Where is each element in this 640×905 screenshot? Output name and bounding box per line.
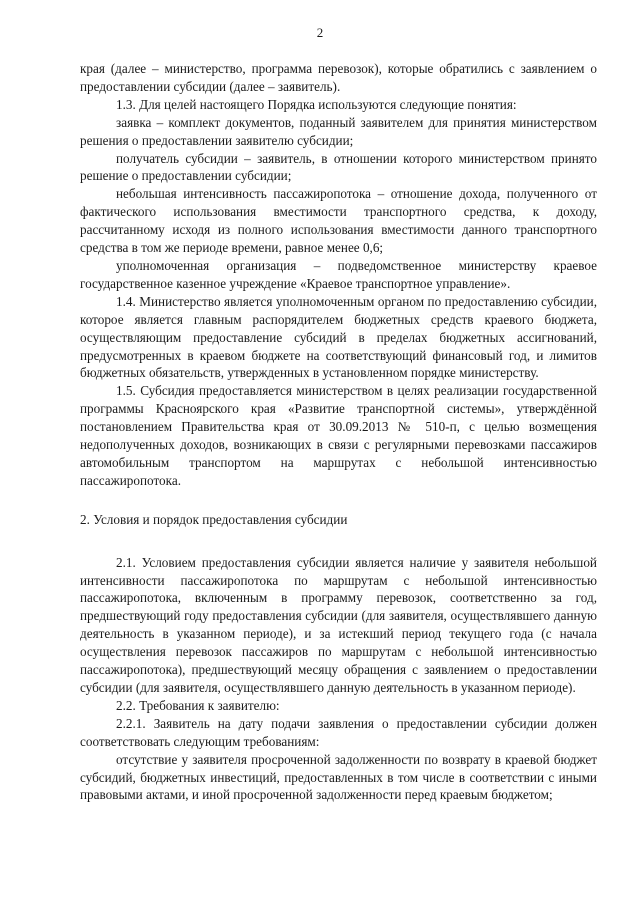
requirement-no-debt: отсутствие у заявителя просроченной задолженности по возврату в краевой бюджет субсидий, бюджетных инвестиций, предоставленных в том числе в соответствии с иными правовыми актами, и иной просроченной задолженности перед краевым бюджетом;	[80, 751, 597, 803]
definition-authorized-organization: уполномоченная организация – подведомственное министерству краевое государственное казенное учреждение «Краевое транспортное управление».	[80, 257, 597, 291]
definition-recipient: получатель субсидии – заявитель, в отношении которого министерством принято решение о предоставлении субсидии;	[80, 150, 597, 184]
paragraph-2-1: 2.1. Условием предоставления субсидии является наличие у заявителя небольшой интенсивности пассажиропотока по маршрутам с небольшой интенсивностью пассажиропотока, включенным в программу перевозок, соответственно за год, предшествующий году предоставления субсидии (для заявителя, осуществлявшего данную деятельность в указанном периоде), и за истекший период текущего года (с начала осуществления перевозок пассажиров по маршрутам с небольшой интенсивностью пассажиропотока), предшествующий месяцу обращения с заявлением о предоставлении субсидии (для заявителя, осуществлявшего данную деятельность в указанном периоде).	[80, 554, 597, 695]
paragraph-1-4: 1.4. Министерство является уполномоченным органом по предоставлению субсидии, которое является главным распорядителем бюджетных средств краевого бюджета, осуществляющим предоставление субсидий в пределах бюджетных ассигнований, предусмотренных в краевом бюджете на соответствующий финансовый год, и лимитов бюджетных обязательств, утвержденных в установленном порядке министерству.	[80, 293, 597, 381]
document-body	[80, 60, 597, 804]
paragraph-2-2-1: 2.2.1. Заявитель на дату подачи заявления о предоставлении субсидии должен соответствовать следующим требованиям:	[80, 715, 597, 749]
page-number: 2	[316, 25, 324, 40]
paragraph-1-5: 1.5. Субсидия предоставляется министерством в целях реализации государственной программы Красноярского края «Развитие транспортной системы», утверждённой постановлением Правительства края от 30.09.2013 № 510-п, с целью возмещения недополученных доходов, возникающих в связи с регулярными перевозками пассажиров автомобильным транспортом на маршрутах с небольшой интенсивностью пассажиропотока.	[80, 383, 597, 488]
paragraph-1-3: 1.3. Для целей настоящего Порядка используются следующие понятия:	[116, 96, 517, 112]
paragraph-continuation: края (далее – министерство, программа перевозок), которые обратились с заявлением о предоставлении субсидии (далее – заявитель).	[80, 61, 597, 94]
section-heading: 2. Условия и порядок предоставления субсидии	[80, 511, 348, 527]
definition-low-intensity: небольшая интенсивность пассажиропотока – отношение дохода, полученного от фактического использования вместимости транспортного средства, к доходу, рассчитанному исходя из полного использования вместимости данного транспортного средства в том же периоде времени, равное менее 0,6;	[80, 186, 597, 256]
definition-application: заявка – комплект документов, поданный заявителем для принятия министерством решения о предоставлении заявителю субсидии;	[80, 114, 597, 148]
paragraph-2-2: 2.2. Требования к заявителю:	[116, 697, 280, 713]
